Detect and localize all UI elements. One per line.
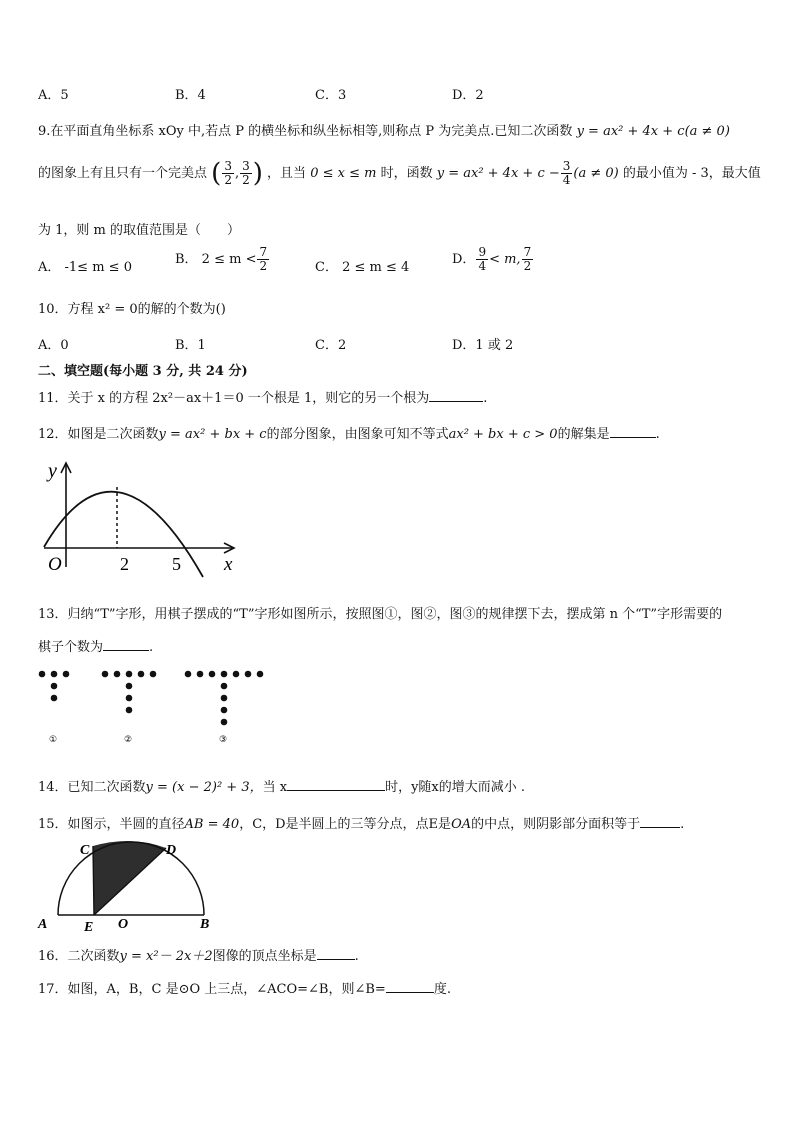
q12-parabola-graph — [38, 455, 248, 575]
q10-text: 10．方程 x² = 0的解的个数为() — [38, 302, 226, 317]
t-shape-1 — [39, 671, 70, 702]
t-label-3: ③ — [219, 735, 228, 745]
q16: 16．二次函数y = x²－ 2x＋2图像的顶点坐标是 . — [38, 949, 359, 964]
q8-option-c: C．3 — [315, 88, 347, 103]
q15-blank — [640, 815, 680, 828]
q10-option-c: C．2 — [315, 338, 347, 353]
x-label: x — [224, 554, 233, 575]
t-label-2: ② — [124, 735, 133, 745]
q9-fn-frac: $\frac{3}{4}$ — [562, 159, 571, 187]
q10-option-a: A．0 — [38, 338, 69, 353]
t-shape-3 — [185, 671, 264, 726]
q9-fn-tail: (a ≠ 0) — [573, 166, 619, 181]
q13-line2: 棋子个数为 . — [38, 640, 154, 655]
q8-option-d: D．2 — [452, 88, 484, 103]
tick-label-2: 2 — [120, 554, 129, 574]
q15: 15．如图示，半圆的直径AB = 40，C，D是半圆上的三等分点，点E是OA的中点，则阴影部分面积等于 . — [38, 817, 685, 832]
q10-option-b: B．1 — [175, 338, 206, 353]
q10-option-d: D．1 或 2 — [452, 338, 514, 353]
label-e: E — [84, 920, 94, 935]
q9-option-a: A． -1≤ m ≤ 0 — [38, 260, 132, 275]
q9-line1 — [38, 120, 730, 139]
y-label: y — [48, 460, 57, 482]
section-heading: 二、填空题(每小题 3 分, 共 24 分) — [38, 364, 248, 379]
q9-text-5: 的最小值为 - 3，最大值 — [622, 166, 761, 181]
q9-option-b: B． 2 ≤ m < $\frac{7}{2}$ — [175, 245, 268, 273]
q14: 14．已知二次函数y = (x − 2)² + 3，当 x 时，y随x的增大而减小 . — [38, 780, 526, 795]
q9-option-d: D． $\frac{9}{4}$ < m, $\frac{7}{2}$ — [452, 245, 532, 273]
q9-text-1: 9.在平面直角坐标系 xOy 中,若点 P 的横坐标和纵坐标相等,则称点 P 为完美点.已知二次函数 — [38, 124, 573, 139]
t-shape-2 — [102, 671, 157, 714]
q9-text-3: ，且当 — [267, 166, 307, 181]
t-label-1: ① — [49, 735, 58, 745]
q11: 11．关于 x 的方程 2x²－ax＋1＝0 一个根是 1，则它的另一个根为 . — [38, 391, 488, 406]
shaded-region — [93, 841, 166, 915]
origin-label: O — [48, 554, 62, 575]
label-a: A — [38, 917, 48, 932]
q12: 12．如图是二次函数y = ax² + bx + c的部分图象，由图象可知不等式ax² + bx + c > 0的解集是 . — [38, 427, 660, 442]
label-o: O — [118, 917, 129, 932]
q13-t-shapes — [36, 666, 276, 748]
q11-blank — [429, 389, 483, 402]
q9-range: 0 ≤ x ≤ m — [310, 166, 377, 181]
q14-blank — [287, 778, 385, 791]
q8-option-a: A．5 — [38, 88, 69, 103]
q9-text-4: 时，函数 — [380, 166, 433, 181]
q9-line2: 的图象上有且只有一个完美点 ( $\frac{3}{2}$ , $\frac{3}{2}$ ) ，且当 0 ≤ x ≤ m 时，函数 y = ax² + 4x + c − $\frac{3}{4}$ (a ≠ 0) 的最小值为 - 3，最大值 — [38, 158, 761, 189]
q12-blank — [610, 425, 656, 438]
segment-ce — [93, 846, 94, 915]
q9-point-y: $\frac{3}{2}$ — [242, 159, 250, 187]
q8-option-b: B．4 — [175, 88, 206, 103]
q9-option-c: C． 2 ≤ m ≤ 4 — [315, 260, 410, 275]
q15-semicircle-figure — [36, 838, 216, 934]
q13-line1: 13．归纳“T”字形，用棋子摆成的“T”字形如图所示，按照图①，图②，图③的规律摆下去，摆成第 n 个“T”字形需要的 — [38, 607, 723, 622]
q17: 17．如图，A，B，C 是⊙O 上三点，∠ACO=∠B，则∠B= 度. — [38, 982, 451, 997]
q9-function-2: y = ax² + 4x + c − — [436, 166, 560, 181]
label-d: D — [166, 843, 177, 858]
q16-blank — [317, 947, 355, 960]
q13-blank — [103, 638, 149, 651]
q9-text-2: 的图象上有且只有一个完美点 — [38, 166, 208, 181]
label-b: B — [200, 917, 210, 932]
tick-label-5: 5 — [172, 554, 181, 574]
q9-line3: 为 1，则 m 的取值范围是（ ） — [38, 223, 240, 238]
label-c: C — [80, 843, 90, 858]
q9-point-x: $\frac{3}{2}$ — [224, 159, 232, 187]
q9-function: y = ax² + 4x + c(a ≠ 0) — [576, 124, 730, 139]
q17-blank — [386, 980, 434, 993]
